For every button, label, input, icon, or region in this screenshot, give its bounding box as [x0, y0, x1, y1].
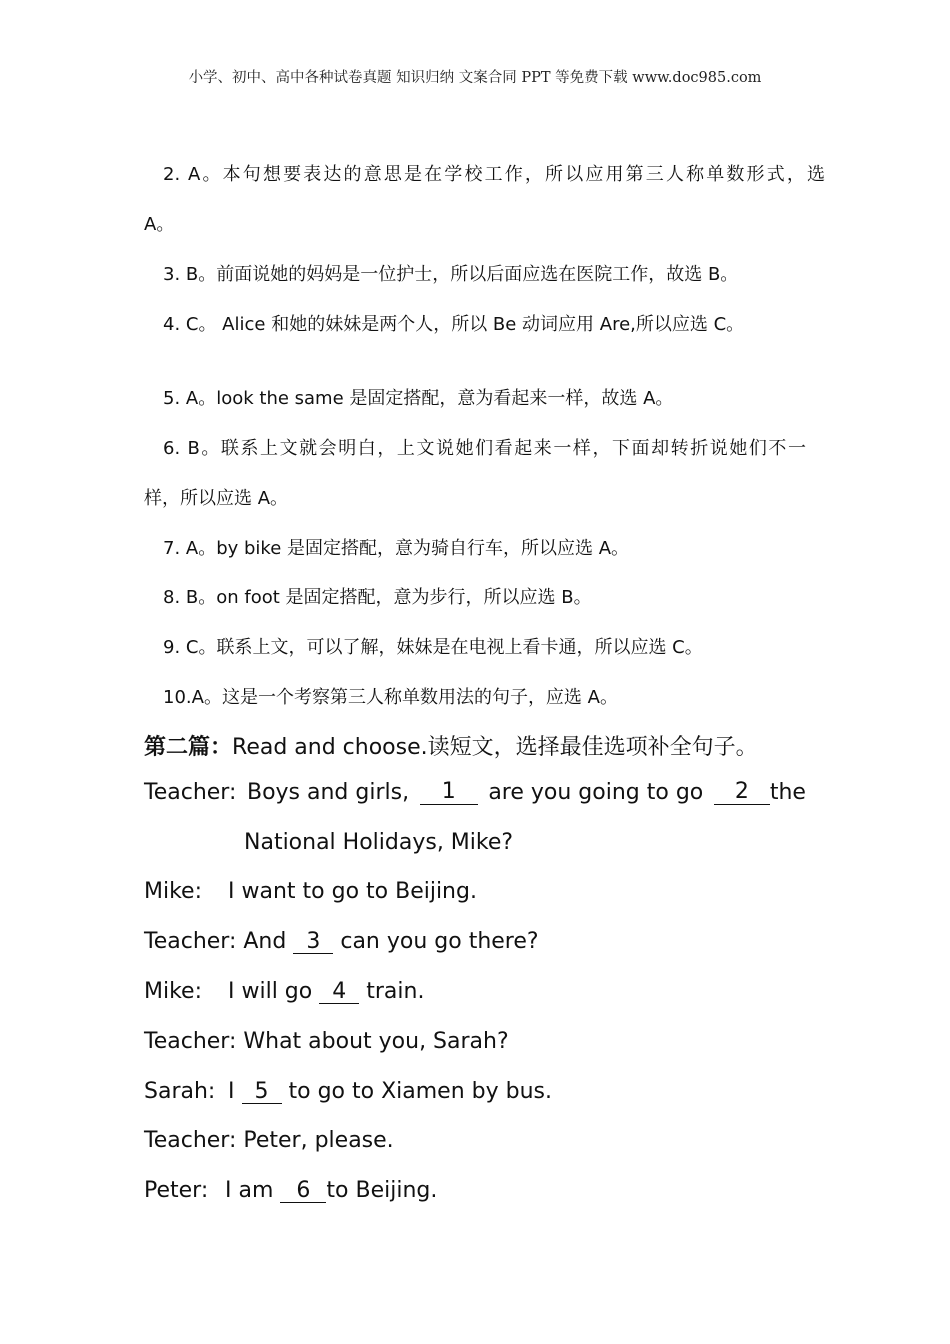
- dialogue-text: train.: [366, 979, 425, 1004]
- dialogue-line-1-cont: National Holidays, Mike?: [244, 830, 514, 855]
- speaker-peter: Peter:: [144, 1178, 209, 1203]
- dialogue-text: to go to Xiamen by bus.: [288, 1079, 552, 1104]
- dialogue-line-3: [144, 929, 539, 954]
- dialogue-text: the: [769, 780, 806, 805]
- dialogue-text: I am: [225, 1178, 274, 1203]
- dialogue-line-5: [144, 1029, 509, 1054]
- dialogue-text: can you go there?: [340, 929, 539, 954]
- dialogue-line-4: [144, 979, 424, 1004]
- dialogue-line-6: [144, 1079, 552, 1104]
- section-title-rest: 读短文，选择最佳选项补全句子。: [427, 735, 758, 760]
- speaker-teacher: Teacher:: [144, 780, 237, 805]
- answer-9: 9. C。联系上文，可以了解，妹妹是在电视上看卡通，所以应选 C。: [163, 637, 703, 658]
- blank-5[interactable]: 5: [242, 1080, 282, 1104]
- answer-6-cont: 样，所以应选 A。: [144, 488, 289, 509]
- blank-2[interactable]: 2: [714, 780, 770, 805]
- speaker-mike: Mike:: [144, 979, 202, 1004]
- dialogue-text: to Beijing.: [326, 1178, 438, 1203]
- dialogue-text: are you going to go: [488, 780, 704, 805]
- blank-4[interactable]: 4: [319, 980, 359, 1004]
- page-header: 小学、初中、高中各种试卷真题 知识归纳 文案合同 PPT 等免费下载 www.doc985.com: [188, 70, 762, 86]
- answer-2: 2. A。本句想要表达的意思是在学校工作，所以应用第三人称单数形式，选: [163, 164, 825, 185]
- answer-2-cont: A。: [144, 214, 175, 235]
- dialogue-line-7: [144, 1128, 394, 1153]
- dialogue-text: Peter, please.: [243, 1128, 394, 1153]
- section-title: [144, 730, 758, 761]
- answer-6: 6. B。联系上文就会明白，上文说她们看起来一样，下面却转折说她们不一: [163, 438, 806, 459]
- dialogue-text: I want to go to Beijing.: [228, 879, 477, 904]
- dialogue-text: I: [228, 1079, 235, 1104]
- section-title-en: Read and choose.: [232, 735, 428, 760]
- answer-5: 5. A。look the same 是固定搭配，意为看起来一样，故选 A。: [163, 388, 674, 409]
- dialogue-text: What about you, Sarah?: [243, 1029, 509, 1054]
- dialogue-text: Boys and girls,: [246, 780, 410, 805]
- answer-10: 10.A。这是一个考察第三人称单数用法的句子，应选 A。: [163, 687, 618, 708]
- blank-1[interactable]: 1: [420, 780, 478, 805]
- speaker-mike: Mike:: [144, 879, 202, 904]
- speaker-sarah: Sarah:: [144, 1079, 216, 1104]
- answer-7: 7. A。by bike 是固定搭配，意为骑自行车，所以应选 A。: [163, 538, 630, 559]
- speaker-teacher: Teacher:: [144, 1029, 237, 1054]
- blank-6[interactable]: 6: [280, 1179, 326, 1203]
- answer-4: 4. C。 Alice 和她的妹妹是两个人，所以 Be 动词应用 Are,所以应选 C。: [163, 314, 745, 335]
- speaker-teacher: Teacher:: [144, 1128, 237, 1153]
- dialogue-line-8: [144, 1178, 437, 1203]
- dialogue-text: I will go: [228, 979, 313, 1004]
- dialogue-line-1: [144, 780, 806, 805]
- speaker-teacher: Teacher:: [144, 929, 237, 954]
- answer-8: 8. B。on foot 是固定搭配，意为步行，所以应选 B。: [163, 587, 592, 608]
- section-title-cn: 第二篇：: [144, 735, 233, 760]
- blank-3[interactable]: 3: [293, 930, 333, 954]
- dialogue-line-2: [144, 879, 477, 904]
- dialogue-text: And: [243, 929, 287, 954]
- answer-3: 3. B。前面说她的妈妈是一位护士，所以后面应选在医院工作，故选 B。: [163, 264, 739, 285]
